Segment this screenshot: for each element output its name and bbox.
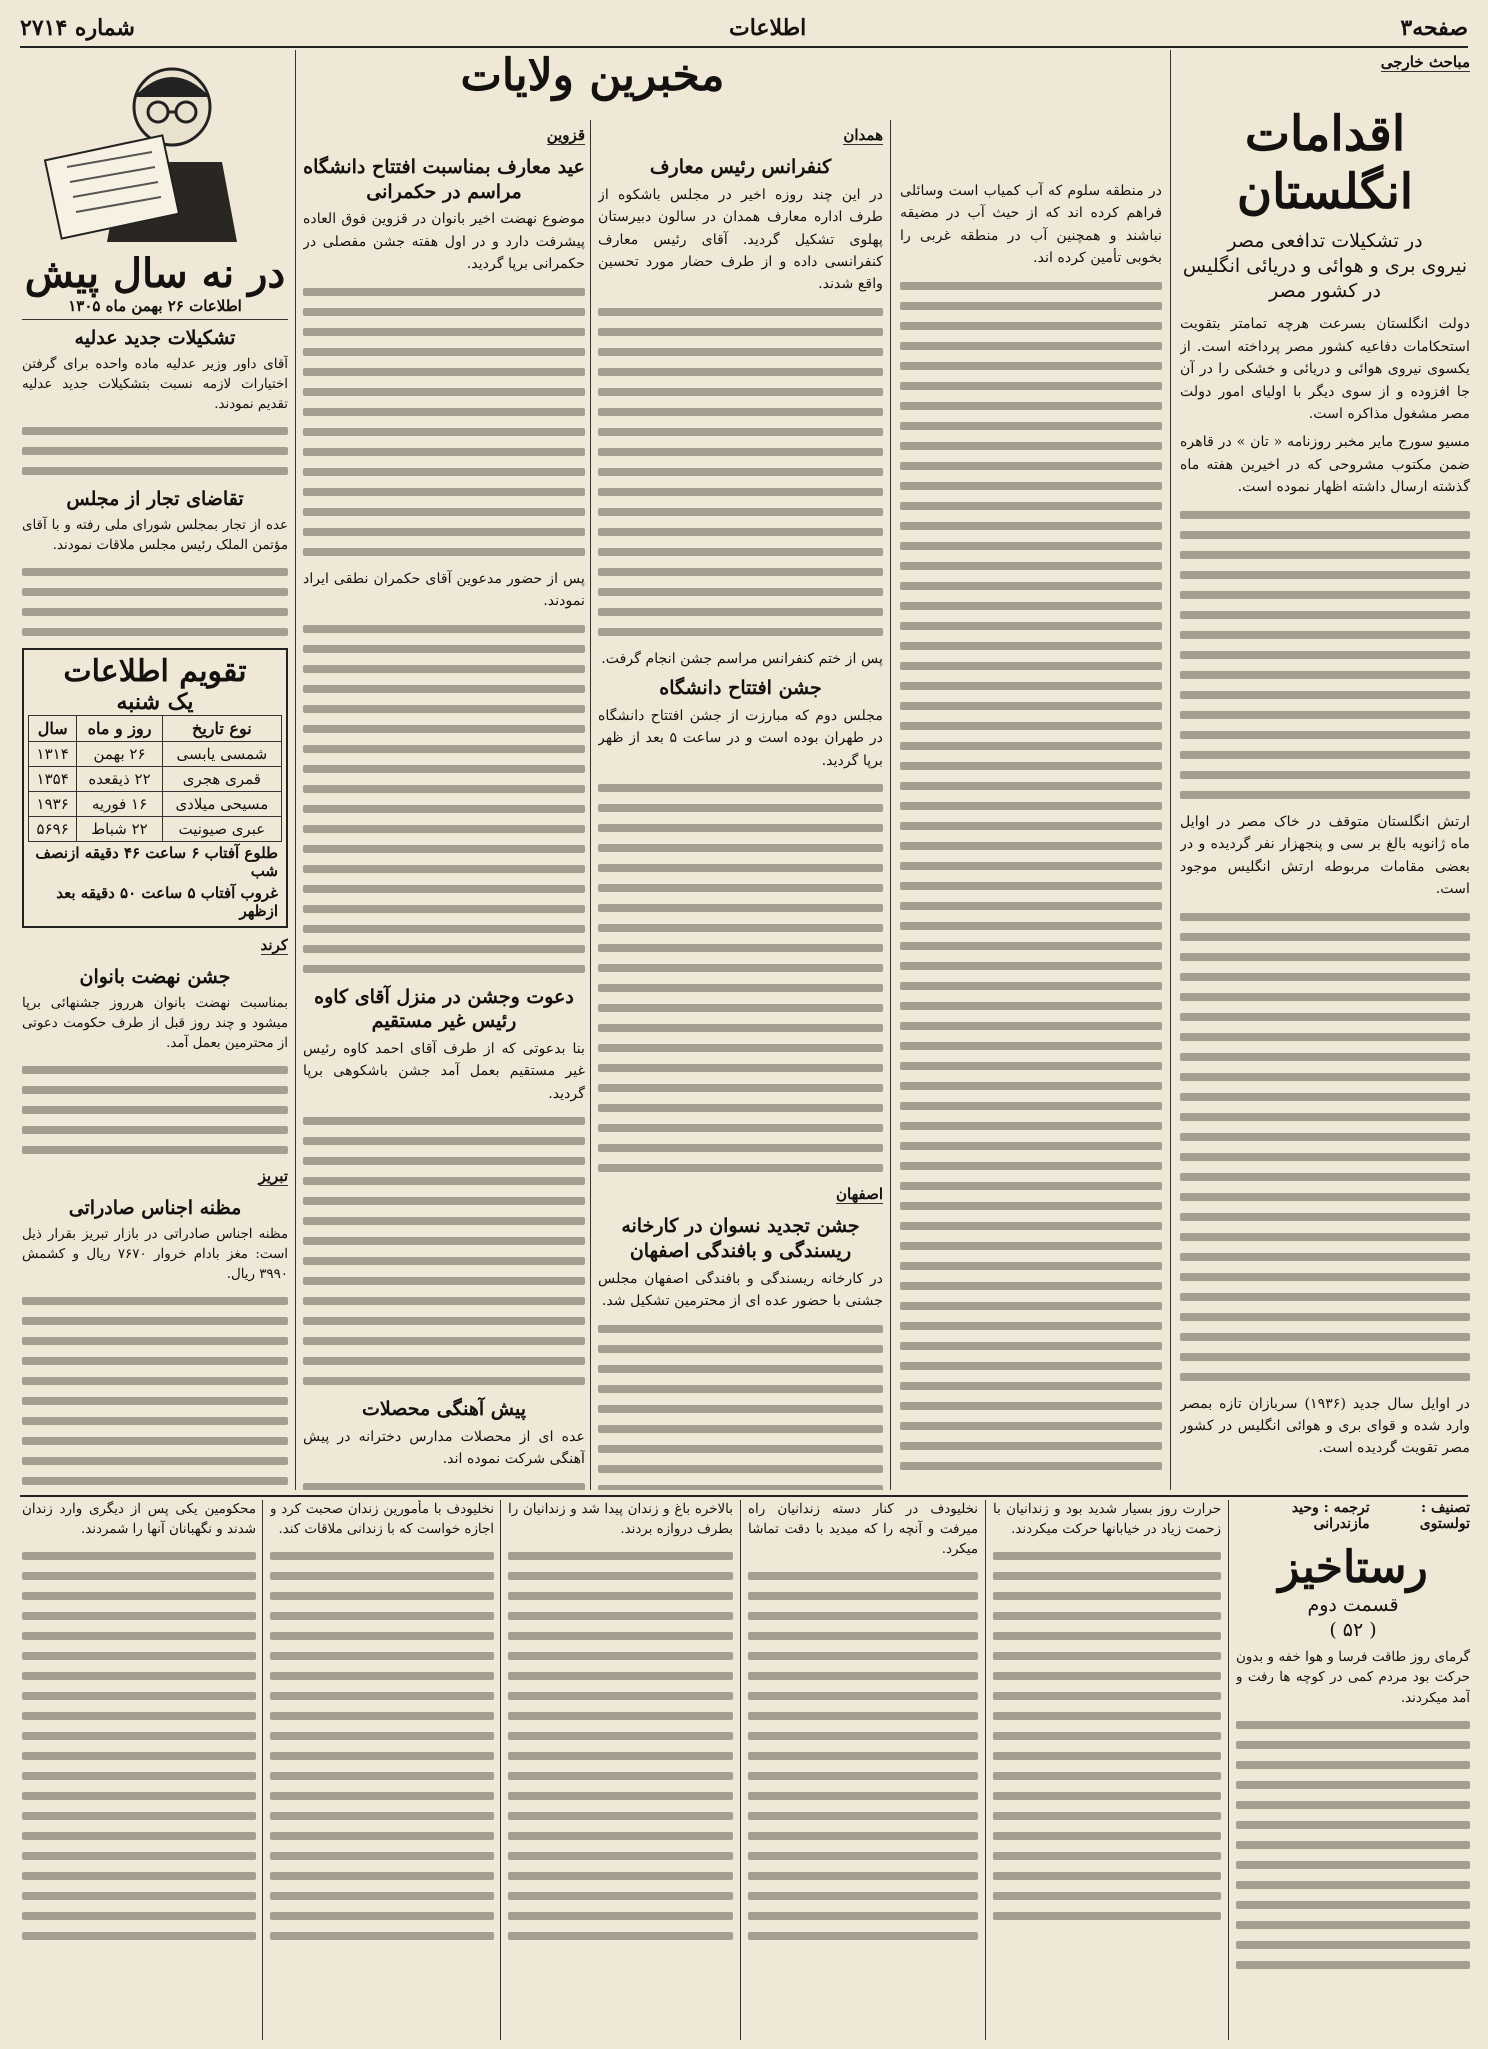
paragraph: عده از تجار بمجلس شورای ملی رفته و با آقای مؤتمن الملک رئیس مجلس ملاقات نمودند. (22, 517, 288, 553)
serial-column (993, 1500, 1221, 2040)
paragraph: دولت انگلستان بسرعت هرچه تمامتر بتقویت استحکامات دفاعیه کشور مصر پرداخته است. از یکسوی نیروی هوائی و دریائی و خشکی را در آن جا افزوده و از سوی دیگر با اولیای امور دولت مصر مشغول مذاکره است. (1180, 316, 1470, 422)
calendar-cell: مسیحی میلادی (162, 791, 281, 816)
column-rule (985, 1500, 986, 2040)
paragraph: در کارخانه ریسندگی و بافندگی اصفهان مجلس جشنی با حضور عده ای از محترمین تشکیل شد. (598, 1270, 883, 1310)
paragraph: مظنه اجناس صادراتی در بازار تبریز بقرار ذیل است: مغز بادام خروار ۷۶۷۰ ریال و کشمش ۳۹۹۰ ریال. (22, 1226, 288, 1282)
city-label: قزوین (546, 126, 585, 144)
paragraph: موضوع نهضت اخیر بانوان در قزوین فوق العاده پیشرفت دارد و در اول هفته جشن مفصلی در حکمرانی برپا گردید. (303, 211, 585, 273)
article-text-block (22, 1552, 256, 1940)
article-text-block (22, 568, 288, 636)
paragraph: پس از حضور مدعوین آقای حکمران نطقی ایراد نمودند. (303, 570, 585, 610)
provinces-header (300, 50, 885, 120)
news-headline: مظنه اجناس صادراتی (68, 1196, 242, 1219)
city-label: اصفهان (836, 1185, 883, 1204)
article-text-block (22, 427, 288, 475)
reader-illustration (22, 52, 288, 252)
column-rule (890, 120, 891, 1490)
article-subtitle: در تشکیلات تدافعی مصر (1227, 230, 1423, 253)
calendar-cell: ۱۳۱۴ (29, 741, 77, 766)
column-rule (295, 50, 296, 1490)
city-label: همدان (843, 126, 883, 144)
calendar-box (22, 648, 288, 928)
article-text-block (303, 625, 585, 973)
calendar-header: نوع تاریخ (162, 715, 281, 741)
serial-number: ( ۵۲ ) (1329, 1618, 1377, 1641)
paragraph: بنا بدعوتی که از طرف آقای احمد کاوه رئیس غیر مستقیم بعمل آمد جشن باشکوهی برپا گردید. (303, 1040, 585, 1102)
paragraph: در اوایل سال جدید (۱۹۳۶) سربازان تازه بمصر وارد شده و قوای بری و هوائی انگلیس در کشور مصر تقویت گردیده است. (1180, 1395, 1470, 1457)
calendar-title: تقویم اطلاعات (63, 653, 247, 689)
qazvin-column (303, 125, 585, 1490)
article-text-block (270, 1552, 494, 1940)
sunset-time: غروب آفتاب ۵ ساعت ۵۰ دقیقه بعد ازظهر (56, 883, 278, 920)
nostalgia-title: در نه سال پیش (24, 250, 286, 297)
section-label: مباحث خارجی (1380, 53, 1470, 71)
news-headline: جشن نهضت بانوان (79, 965, 231, 988)
news-headline: پیش آهنگی محصلات (362, 1398, 526, 1421)
paragraph: ارتش انگلستان متوقف در خاک مصر در اوایل ماه ژانویه بالغ بر سی و پنجهزار نفر گردیده و در بعضی مقامات مربوطه ارتش انگلیس موجود است. (1180, 813, 1470, 898)
calendar-table (28, 715, 282, 842)
news-headline: کنفرانس رئیس معارف (649, 156, 832, 178)
fold-rule (20, 1495, 1468, 1497)
nostalgia-date: اطلاعات ۲۶ بهمن ماه ۱۳۰۵ (22, 297, 288, 320)
paragraph: پس از ختم کنفرانس مراسم جشن انجام گرفت. (601, 650, 883, 667)
calendar-cell: ۱۳۵۴ (29, 766, 77, 791)
calendar-row (29, 766, 282, 791)
calendar-cell: ۲۶ بهمن (77, 741, 162, 766)
paragraph: نخلیودف در کنار دسته زندانیان راه میرفت و آنچه را که میدید با دقت تماشا میکرد. (748, 1502, 978, 1558)
paragraph: نخلیودف با مأمورین زندان صحبت کرد و اجازه خواست که با زندانی ملاقات کند. (270, 1502, 494, 1538)
calendar-cell: ۲۲ شباط (77, 816, 162, 841)
news-headline: جشن تجدید نسوان در کارخانه ریسندگی و بافندگی اصفهان (621, 1215, 860, 1262)
paragraph: بالاخره باغ و زندان پیدا شد و زندانیان را بطرف دروازه بردند. (508, 1502, 733, 1538)
calendar-cell: ۱۹۳۶ (29, 791, 77, 816)
serial-title: رستاخیز (1278, 1542, 1428, 1593)
calendar-day: یک شنبه (116, 688, 194, 715)
page-number: صفحه۳ (1400, 15, 1468, 41)
article-text-block (22, 1066, 288, 1154)
article-text-block (748, 1572, 978, 1940)
calendar-header: سال (29, 715, 77, 741)
sunrise-time: طلوع آفتاب ۶ ساعت ۴۶ دقیقه ازنصف شب (35, 843, 278, 880)
article-subtitle: نیروی بری و هوائی و دریائی انگلیس در کشور مصر (1182, 254, 1468, 302)
calendar-header: روز و ماه (77, 715, 162, 741)
column-rule (1228, 1500, 1229, 2040)
article-text-block (598, 784, 883, 1172)
news-headline: تقاضای تجار از مجلس (66, 488, 244, 511)
calendar-cell: ۲۲ ذیقعده (77, 766, 162, 791)
paragraph: بمناسبت نهضت بانوان هرروز جشنهائی برپا میشود و چند روز قبل از طرف حکومت دعوتی از محترمین بعمل آمد. (22, 995, 288, 1051)
column-rule (1170, 50, 1171, 1490)
calendar-cell: شمسی یابسی (162, 741, 281, 766)
serial-column (1236, 1500, 1470, 2040)
news-headline: عید معارف بمناسبت افتتاح دانشگاه مراسم در حکمرانی (303, 156, 585, 203)
news-headline: جشن افتتاح دانشگاه (659, 677, 822, 700)
article-text-block (1180, 913, 1470, 1381)
serial-column (748, 1500, 978, 2040)
calendar-cell: ۱۶ فوریه (77, 791, 162, 816)
paragraph: در منطقه سلوم که آب کمیاب است وسائلی فراهم کرده اند که از حیث آب در مضیقه نباشند و همچنین آب در منطقه غربی را بخوبی تأمین کرده اند. (900, 183, 1162, 267)
paragraph: محکومین یکی پس از دیگری وارد زندان شدند و نگهبانان آنها را شمردند. (22, 1502, 256, 1538)
calendar-cell: ۵۶۹۶ (29, 816, 77, 841)
masthead (20, 10, 1468, 48)
article-text-block (900, 282, 1162, 1470)
foreign-article-continued (900, 180, 1162, 1490)
issue-number: شماره ۲۷۱۴ (20, 15, 135, 41)
serial-credits (1236, 1500, 1470, 1532)
news-headline: دعوت وجشن در منزل آقای کاوه رئیس غیر مستقیم (314, 985, 574, 1033)
calendar-cell: قمری هجری (162, 766, 281, 791)
article-title: اقدامات انگلستان (1236, 106, 1414, 220)
serial-column (22, 1500, 256, 2040)
article-text-block (993, 1552, 1221, 1920)
paragraph: مجلس دوم که مبارزت از جشن افتتاح دانشگاه در طهران بوده است و در ساعت ۵ بعد از ظهر برپا گردید. (598, 708, 883, 769)
paragraph: آقای داور وزیر عدلیه ماده واحده برای گرفتن اختیارات لازمه نسبت بتشکیلات جدید عدلیه تقدیم نمودند. (22, 356, 288, 412)
column-rule (262, 1500, 263, 2040)
article-text-block (508, 1552, 733, 1940)
serial-column (508, 1500, 733, 2040)
news-headline: تشکیلات جدید عدلیه (74, 327, 236, 349)
article-text-block (22, 1297, 288, 1490)
calendar-row (29, 791, 282, 816)
serial-translator: ترجمه : وحید مازندرانی (1291, 1500, 1370, 1532)
city-label: تبریز (258, 1166, 288, 1185)
column-rule (740, 1500, 741, 2040)
column-rule (590, 120, 591, 1490)
provinces-title: مخبرین ولایات (460, 50, 725, 101)
sidebar (22, 52, 288, 1490)
article-text-block (1236, 1721, 1470, 1969)
article-text-block (598, 1325, 883, 1490)
serial-column (270, 1500, 494, 2040)
foreign-article (1180, 52, 1470, 1490)
calendar-row (29, 816, 282, 841)
paragraph: در این چند روزه اخیر در مجلس باشکوه از طرف اداره معارف همدان در سالون دبیرستان پهلوی تشکیل گردید. آقای رئیس معارف کنفرانسی داده و از طرف حضار مورد تحسین واقع شدند. (598, 186, 883, 293)
calendar-cell: عبری صیونیت (162, 816, 281, 841)
article-text-block (1180, 511, 1470, 799)
paper-name: اطلاعات (729, 15, 807, 41)
paragraph: حرارت روز بسیار شدید بود و زندانیان با زحمت زیاد در خیابانها حرکت میکردند. (993, 1502, 1221, 1538)
article-text-block (598, 308, 883, 636)
paragraph: گرمای روز طاقت فرسا و هوا خفه و بدون حرکت بود مردم کمی در کوچه ها رفت و آمد میکردند. (1236, 1650, 1470, 1706)
article-text-block (303, 288, 585, 556)
city-label: کرند (260, 935, 288, 954)
serial-author: تصنیف : تولستوی (1419, 1500, 1470, 1532)
paragraph: مسیو سورج مایر مخبر روزنامه « تان » در قاهره ضمن مکتوب مشروحی که در اخیرین هفته ماه گذشته ارسال داشته اظهار نموده است. (1180, 434, 1470, 496)
article-text-block (303, 1117, 585, 1385)
column-rule (500, 1500, 501, 2040)
paragraph: عده ای از محصلات مدارس دخترانه در پیش آهنگی شرکت نموده اند. (303, 1428, 585, 1468)
serial-part: قسمت دوم (1307, 1594, 1399, 1616)
calendar-row (29, 741, 282, 766)
article-text-block (303, 1483, 585, 1490)
hamadan-column (598, 125, 883, 1490)
